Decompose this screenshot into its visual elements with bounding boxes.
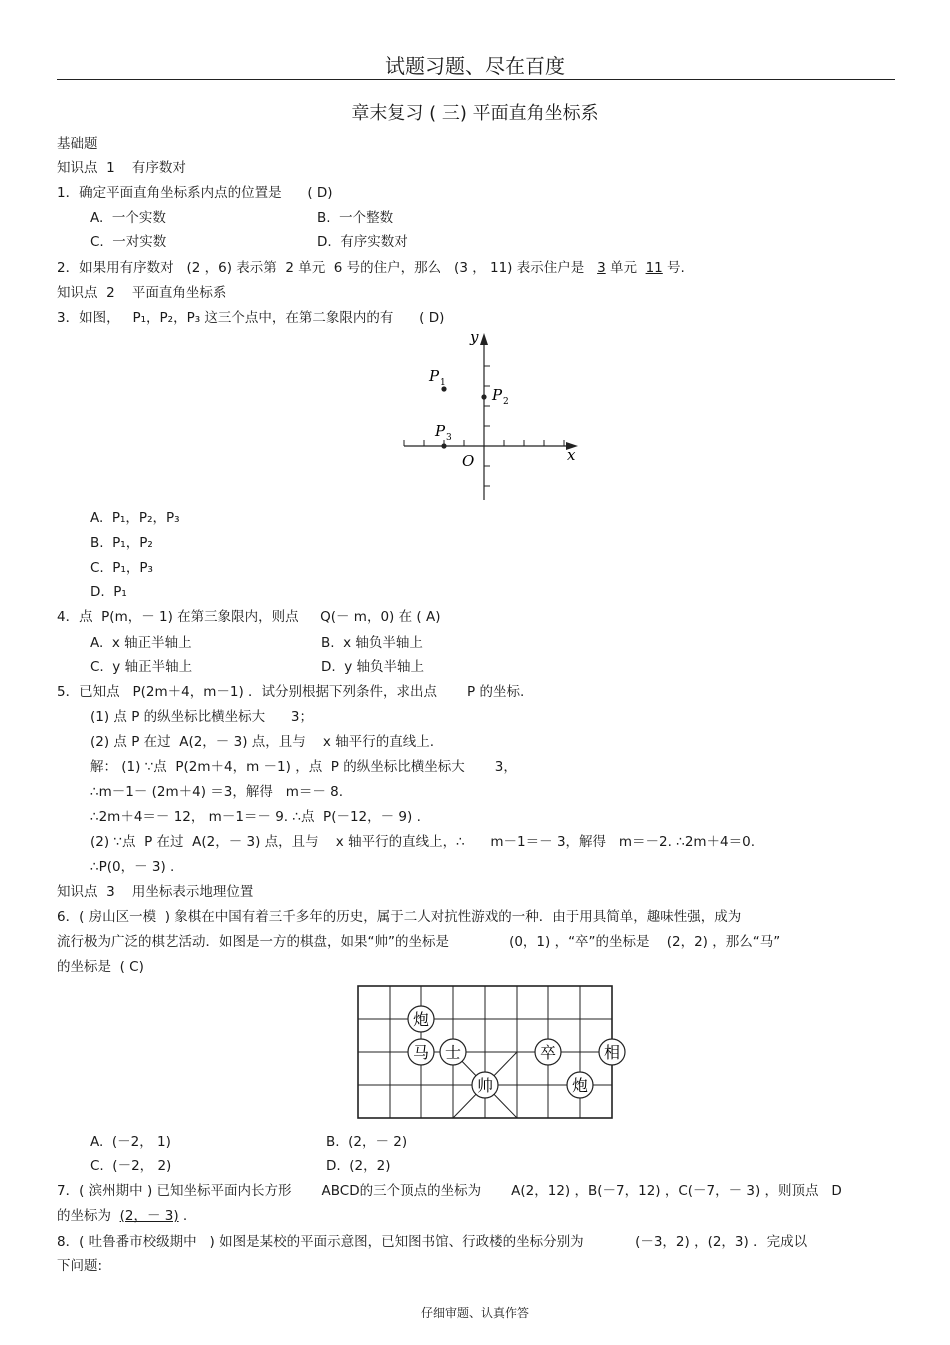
q7-answer: (2，－ 3) [119,1208,179,1224]
y-axis-arrow [480,333,488,345]
label-p2-sub: 2 [503,397,509,407]
piece-shuai [472,1072,498,1098]
chapter-title: 章末复习 ( 三) 平面直角坐标系 [351,103,599,124]
y-ticks [484,366,490,486]
section-kp2: 知识点 2 平面直角坐标系 [57,285,227,301]
chess-board [355,983,621,1121]
q4-option-a: A. x 轴正半轴上 [90,635,192,651]
q3-option-c: C. P₁，P₃ [90,560,153,576]
section-kp1: 知识点 1 有序数对 [57,160,186,176]
q1-option-b: B. 一个整数 [317,210,394,226]
q4-option-b: B. x 轴负半轴上 [321,635,423,651]
q7-text-pre: 的坐标为 [57,1208,120,1224]
q6-line-3: 的坐标是 ( C) [57,959,144,975]
q7-text-post: . [178,1208,188,1224]
piece-shi-label: 士 [444,1043,462,1062]
q8-line-1: 8．( 吐鲁番市校级期中 ) 如图是某校的平面示意图，已知图书馆、行政楼的坐标分别为 (－3，2) ，(2，3) ．完成以 [57,1234,808,1250]
piece-shi [440,1039,466,1065]
q1-option-c: C. 一对实数 [90,234,167,250]
q2-text-mid: 单元 [605,260,646,276]
q5-solution-5: ∴P(0，－ 3) . [90,859,175,875]
header-divider [57,79,895,80]
q1-stem: 1．确定平面直角坐标系内点的位置是 ( D) [57,185,333,201]
q5-condition-2: (2) 点 P 在过 A(2，－ 3) 点，且与 x 轴平行的直线上. [90,734,434,750]
q3-option-a: A. P₁，P₂，P₃ [90,510,180,526]
q6-option-b: B. (2，－ 2) [326,1134,408,1150]
piece-xiang [599,1039,625,1065]
piece-ma-label: 马 [412,1043,430,1062]
q6-line-1: 6．( 房山区一模 ) 象棋在中国有着三千多年的历史，属于二人对抗性游戏的一种．由于用具简单，趣味性强，成为 [57,909,742,925]
piece-zu [535,1039,561,1065]
q8-line-2: 下问题: [57,1258,103,1274]
point-p3 [441,443,446,448]
q2-text-post: 号. [662,260,685,276]
piece-ma [408,1039,434,1065]
label-p3: P [435,422,446,440]
piece-pao-right [567,1072,593,1098]
label-p2: P [492,386,503,404]
q2-answer-number: 11 [645,260,663,276]
q5-condition-1: (1) 点 P 的纵坐标比横坐标大 3； [90,709,313,725]
label-y-axis: y [470,328,479,346]
q6-option-c: C. (－2， 2) [90,1158,172,1174]
label-x-axis: x [567,446,576,464]
piece-zu-label: 卒 [539,1043,557,1062]
label-p1: P [429,367,440,385]
piece-shuai-label: 帅 [476,1076,494,1095]
piece-xiang-label: 相 [603,1043,621,1062]
q5-solution-2: ∴m－1－ (2m＋4) ＝3，解得 m＝－ 8. [90,784,344,800]
label-p3-sub: 3 [446,433,452,443]
q6-option-a: A. (－2， 1) [90,1134,171,1150]
q3-option-b: B. P₁，P₂ [90,535,153,551]
q7-line-1: 7．( 滨州期中 ) 已知坐标平面内长方形 ABCD的三个顶点的坐标为 A(2，12) ，B(－7，12) ，C(－7，－ 3) ，则顶点 D [57,1183,842,1199]
q6-option-d: D. (2，2) [326,1158,391,1174]
q4-option-d: D. y 轴负半轴上 [321,659,425,675]
q1-option-d: D. 有序实数对 [317,234,408,250]
q7-line-2 [57,1207,187,1225]
q6-line-2: 流行极为广泛的棋艺活动．如图是一方的棋盘，如果“帅”的坐标是 (0，1) ，“卒”的坐标是 (2，2) ，那么“马” [57,934,781,950]
q3-stem: 3．如图， P₁，P₂，P₃ 这三个点中，在第二象限内的有 ( D) [57,310,445,326]
section-basic: 基础题 [57,136,98,152]
label-p1-sub: 1 [440,378,446,388]
piece-pao-left-label: 炮 [412,1010,430,1029]
point-p2 [481,394,486,399]
section-kp3: 知识点 3 用坐标表示地理位置 [57,884,254,900]
coordinate-graph [398,328,582,504]
footer-text: 仔细审题、认真作答 [420,1306,529,1320]
piece-pao-left [408,1006,434,1032]
piece-pao-right-label: 炮 [571,1076,589,1095]
q5-solution-4: (2) ∵点 P 在过 A(2，－ 3) 点，且与 x 轴平行的直线上，∴ m－1＝－ 3，解得 m＝－2. ∴2m＋4＝0. [90,834,756,850]
q1-option-a: A. 一个实数 [90,210,166,226]
q4-stem: 4．点 P(m，－ 1) 在第三象限内，则点 Q(－ m，0) 在 ( A) [57,609,441,625]
q4-option-c: C. y 轴正半轴上 [90,659,193,675]
label-origin: O [462,452,475,470]
q5-stem: 5．已知点 P(2m＋4，m－1) ．试分别根据下列条件，求出点 P 的坐标. [57,684,525,700]
q2-line [57,259,685,277]
q5-solution-3: ∴2m＋4＝－ 12， m－1＝－ 9. ∴点 P(－12，－ 9) . [90,809,421,825]
q2-answer-unit: 3 [597,260,606,276]
q3-option-d: D. P₁ [90,584,127,600]
q2-text-pre: 2．如果用有序数对 (2 ，6) 表示第 2 单元 6 号的住户，那么 (3 ， 11) 表示住户是 [57,260,598,276]
site-title: 试题习题、尽在百度 [385,54,565,78]
q5-solution-1: 解： (1) ∵点 P(2m＋4，m －1) ，点 P 的纵坐标比横坐标大 3， [90,759,517,775]
